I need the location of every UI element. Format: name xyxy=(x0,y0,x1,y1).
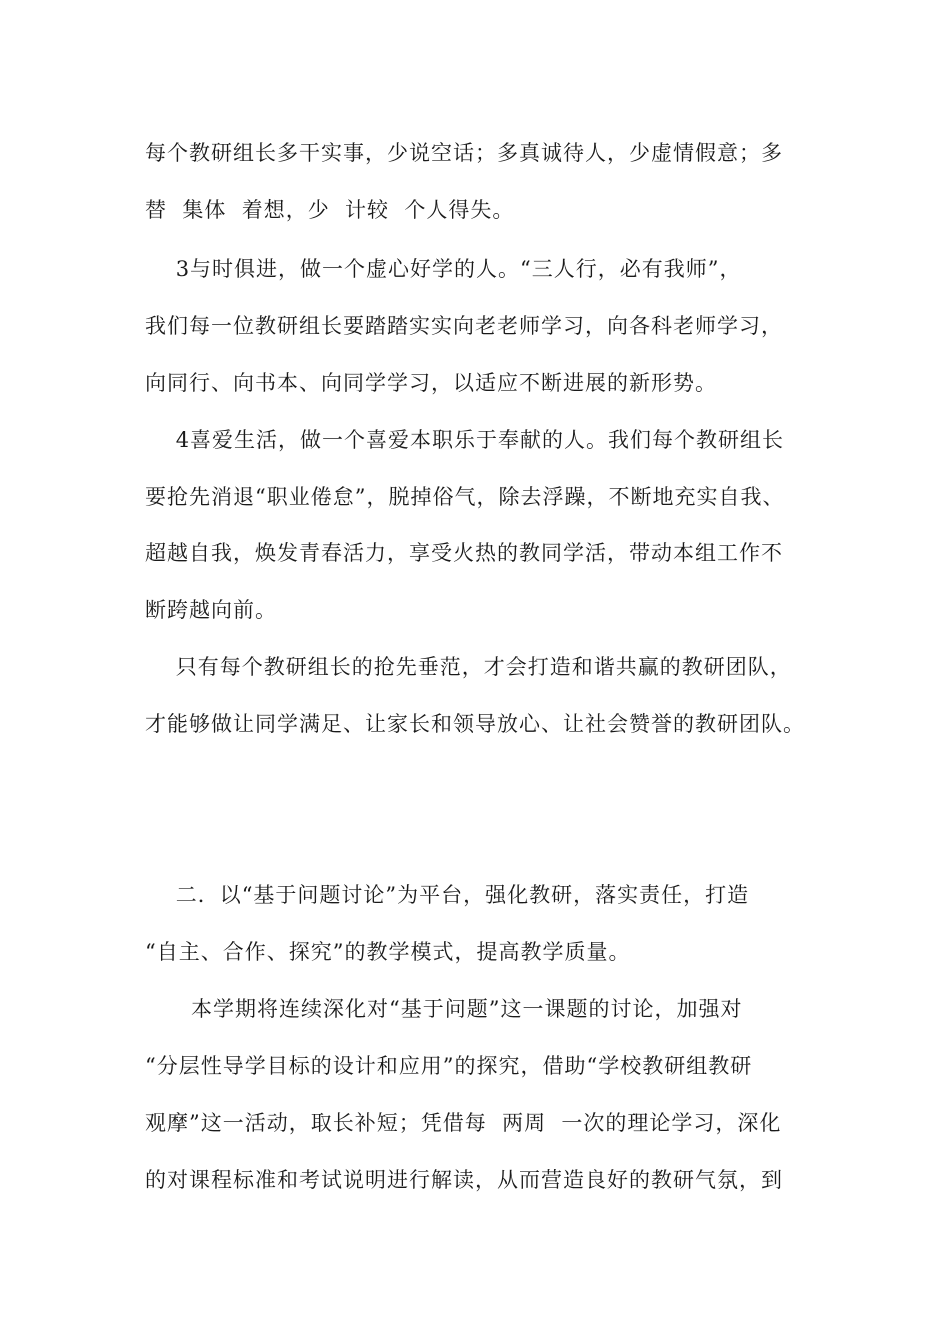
text-line: 我们每一位教研组长要踏踏实实向老老师学习，向各科老师学习， xyxy=(145,314,783,338)
text-line: 超越自我，焕发青春活力，享受火热的教同学活，带动本组工作不 xyxy=(145,541,783,565)
text-line: 观摩”这一活动，取长补短；凭借每 两周 一次的理论学习，深化 xyxy=(145,1111,782,1135)
text-line: “分层性导学目标的设计和应用”的探究，借助“学校教研组教研 xyxy=(145,1054,753,1078)
text-line: “自主、合作、探究”的教学模式，提高教学质量。 xyxy=(145,940,631,964)
text-line: 断跨越向前。 xyxy=(145,598,277,622)
text-line: 4喜爱生活，做一个喜爱本职乐于奉献的人。我们每个教研组长 xyxy=(145,428,785,452)
text-line: 替 集体 着想，少 计较 个人得失。 xyxy=(145,198,515,222)
text-line: 本学期将连续深化对“基于问题”这一课题的讨论，加强对 xyxy=(145,997,743,1021)
text-line: 3与时俱进，做一个虚心好学的人。“三人行，必有我师”， xyxy=(145,257,742,281)
text-line: 才能够做让同学满足、让家长和领导放心、让社会赞誉的教研团队。 xyxy=(145,712,805,736)
text-line: 向同行、向书本、向同学学习，以适应不断进展的新形势。 xyxy=(145,371,717,395)
text-line: 每个教研组长多干实事，少说空话；多真诚待人，少虚情假意；多 xyxy=(145,141,783,165)
text-line: 的对课程标准和考试说明进行解读，从而营造良好的教研气氛，到 xyxy=(145,1168,783,1192)
text-line: 只有每个教研组长的抢先垂范，才会打造和谐共赢的教研团队， xyxy=(145,655,792,679)
text-line: 二．以“基于问题讨论”为平台，强化教研，落实责任，打造 xyxy=(145,883,750,907)
text-line: 要抢先消退“职业倦怠”，脱掉俗气，除去浮躁，不断地充实自我、 xyxy=(145,485,785,509)
